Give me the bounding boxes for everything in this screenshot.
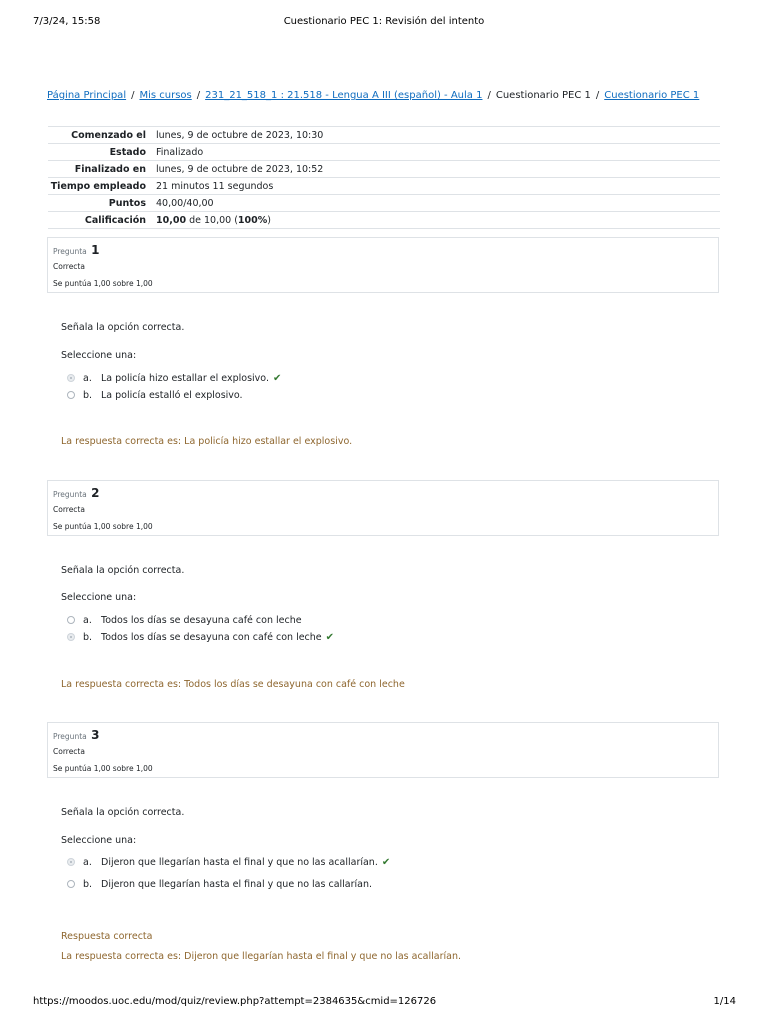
breadcrumb: Página Principal / Mis cursos / 231_21_518_1 : 21.518 - Lengua A III (español) - Aula 1 / Cuestionario PEC 1 / Cuestionario PEC 1	[47, 90, 700, 101]
answer-option[interactable]	[67, 371, 281, 385]
radio-selected-icon[interactable]	[67, 374, 75, 382]
answer-text: Dijeron que llegarían hasta el final y que no las acallarían.	[101, 856, 378, 868]
breadcrumb-quiz-link[interactable]: Cuestionario PEC 1	[604, 90, 700, 101]
radio-unselected-icon[interactable]	[67, 880, 75, 888]
breadcrumb-my-courses-link[interactable]: Mis cursos	[139, 90, 192, 101]
question-mark: Se puntúa 1,00 sobre 1,00	[53, 764, 153, 773]
correct-check-icon: ✔	[272, 372, 282, 384]
attempt-summary-table	[48, 126, 720, 229]
answer-prompt: Seleccione una:	[61, 592, 137, 603]
answer-text: Todos los días se desayuna con café con leche	[101, 631, 322, 643]
summary-row-finished	[48, 161, 720, 178]
breadcrumb-section: Cuestionario PEC 1	[495, 90, 591, 101]
summary-value: Finalizado	[156, 146, 204, 158]
answer-option[interactable]	[67, 630, 334, 644]
summary-row-time-taken	[48, 178, 720, 195]
summary-label: Estado	[109, 146, 146, 158]
summary-label: Tiempo empleado	[50, 180, 146, 192]
answer-text: Todos los días se desayuna café con leche	[101, 614, 302, 626]
correct-check-icon: ✔	[381, 856, 391, 868]
summary-row-state	[48, 144, 720, 161]
summary-label: Puntos	[108, 197, 146, 209]
summary-label: Comenzado el	[71, 129, 146, 141]
answer-option[interactable]	[67, 613, 302, 627]
question-mark: Se puntúa 1,00 sobre 1,00	[53, 522, 153, 531]
radio-unselected-icon[interactable]	[67, 616, 75, 624]
summary-row-started	[48, 127, 720, 144]
breadcrumb-home-link[interactable]: Página Principal	[47, 90, 127, 101]
grade-out-of: de 10,00 (	[186, 214, 238, 226]
question-text: Señala la opción correcta.	[61, 807, 185, 818]
print-page-title: Cuestionario PEC 1: Revisión del intento	[283, 16, 485, 27]
answer-option[interactable]	[67, 855, 390, 869]
summary-row-grade	[48, 212, 720, 229]
correct-answer-feedback: La respuesta correcta es: Dijeron que llegarían hasta el final y que no las acallarían.	[61, 951, 462, 962]
answer-letter: b.	[83, 878, 93, 890]
radio-selected-icon[interactable]	[67, 858, 75, 866]
summary-value: 40,00/40,00	[156, 197, 214, 209]
answer-letter: a.	[83, 372, 92, 384]
question-state: Correcta	[53, 262, 85, 271]
summary-value: lunes, 9 de octubre de 2023, 10:52	[156, 163, 324, 175]
question-text: Señala la opción correcta.	[61, 322, 185, 333]
answer-letter: b.	[83, 389, 93, 401]
correct-answer-feedback: La respuesta correcta es: Todos los días se desayuna con café con leche	[61, 679, 405, 690]
question-info-box	[47, 480, 719, 536]
answer-option[interactable]	[67, 877, 372, 891]
question-info-box	[47, 237, 719, 293]
answer-text: Dijeron que llegarían hasta el final y que no las callarían.	[101, 878, 373, 890]
question-mark: Se puntúa 1,00 sobre 1,00	[53, 279, 153, 288]
question-state: Correcta	[53, 505, 85, 514]
grade-close: )	[267, 214, 271, 226]
summary-label: Calificación	[84, 214, 146, 226]
breadcrumb-course-link[interactable]: 231_21_518_1 : 21.518 - Lengua A III (español) - Aula 1	[205, 90, 483, 101]
radio-selected-icon[interactable]	[67, 633, 75, 641]
summary-value: lunes, 9 de octubre de 2023, 10:30	[156, 129, 324, 141]
grade-score: 10,00	[156, 214, 187, 226]
print-header	[0, 16, 768, 30]
summary-value	[152, 212, 720, 229]
correct-check-icon: ✔	[325, 631, 335, 643]
question-number: Pregunta 1	[53, 243, 100, 257]
print-datetime: 7/3/24, 15:58	[33, 16, 101, 27]
summary-value: 21 minutos 11 segundos	[156, 180, 274, 192]
answer-prompt: Seleccione una:	[61, 350, 137, 361]
summary-row-points	[48, 195, 720, 212]
answer-prompt: Seleccione una:	[61, 835, 137, 846]
page-number: 1/14	[713, 996, 736, 1007]
answer-letter: a.	[83, 614, 92, 626]
question-number: Pregunta 3	[53, 728, 100, 742]
answer-text: La policía hizo estallar el explosivo.	[101, 372, 269, 384]
summary-label: Finalizado en	[74, 163, 146, 175]
correct-answer-feedback: La respuesta correcta es: La policía hizo estallar el explosivo.	[61, 436, 353, 447]
radio-unselected-icon[interactable]	[67, 391, 75, 399]
grade-percent: 100%	[237, 214, 268, 226]
question-text: Señala la opción correcta.	[61, 565, 185, 576]
feedback-summary: Respuesta correcta	[61, 931, 153, 942]
answer-text: La policía estalló el explosivo.	[101, 389, 243, 401]
question-info-box	[47, 722, 719, 778]
question-state: Correcta	[53, 747, 85, 756]
answer-option[interactable]	[67, 388, 243, 402]
question-number: Pregunta 2	[53, 486, 100, 500]
answer-letter: a.	[83, 856, 92, 868]
print-url: https://moodos.uoc.edu/mod/quiz/review.php?attempt=2384635&cmid=126726	[33, 996, 437, 1007]
answer-letter: b.	[83, 631, 93, 643]
